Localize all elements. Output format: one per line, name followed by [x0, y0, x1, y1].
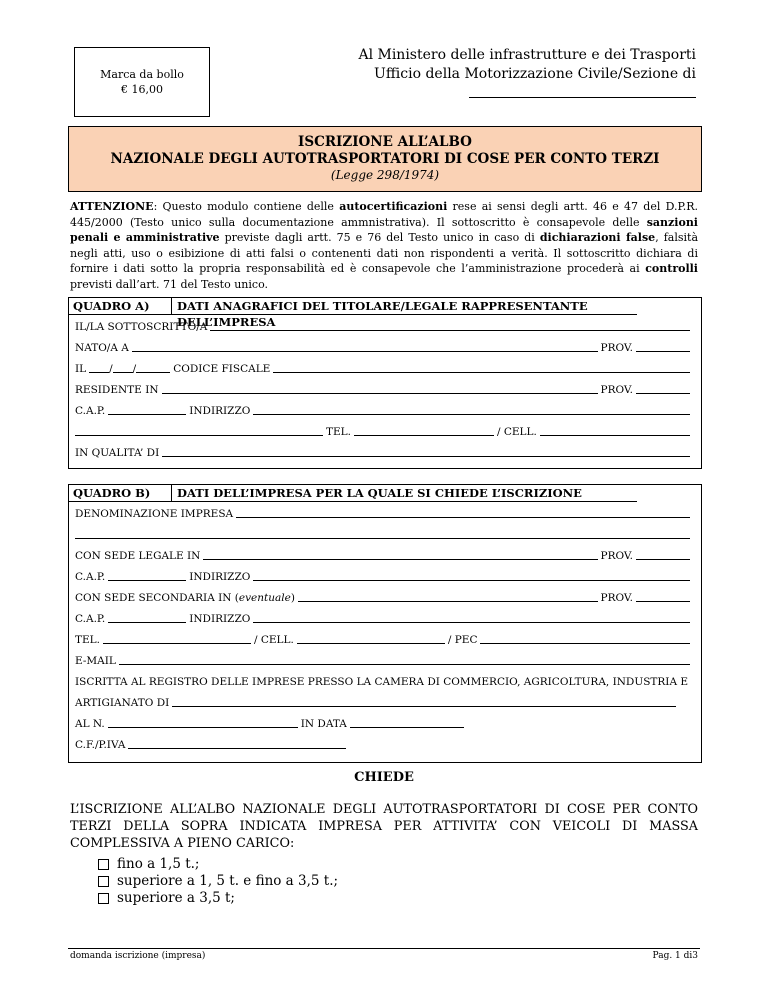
company-mobile-input[interactable] — [297, 643, 445, 644]
residence-input[interactable] — [162, 393, 598, 394]
field-label: CON SEDE LEGALE IN — [75, 550, 201, 562]
field-label: INDIRIZZO — [189, 613, 251, 625]
attention-bold: sanzioni penali e amministrative — [70, 215, 698, 245]
legal-cap-input[interactable] — [108, 580, 186, 581]
field-label: C.F./P.IVA — [75, 739, 126, 751]
field-label: PROV. — [600, 592, 633, 604]
chamber-of-commerce-input[interactable] — [172, 706, 676, 707]
field-label: / — [132, 363, 137, 375]
checkbox[interactable] — [98, 876, 109, 887]
secondary-cap-input[interactable] — [108, 622, 186, 623]
field-label: AL N. — [75, 718, 105, 730]
field-row — [75, 341, 693, 355]
field-row — [75, 549, 693, 563]
form-title-line-2: NAZIONALE DEGLI AUTOTRASPORTATORI DI COSE PER CONTO TERZI — [110, 151, 660, 167]
field-row — [75, 654, 693, 668]
secondary-seat-input[interactable] — [298, 601, 598, 602]
mass-options — [98, 856, 338, 907]
pec-input[interactable] — [480, 643, 690, 644]
option-label: fino a 1,5 t.; — [117, 856, 200, 872]
field-label: / PEC — [447, 634, 478, 646]
registry-number-input[interactable] — [108, 727, 298, 728]
phone-input[interactable] — [354, 435, 494, 436]
field-label — [75, 591, 295, 605]
attention-label: ATTENZIONE — [70, 200, 154, 213]
field-row — [75, 633, 693, 647]
field-label: CON SEDE SECONDARIA IN ( — [75, 592, 239, 604]
checkbox[interactable] — [98, 859, 109, 870]
field-label: ) — [290, 592, 295, 604]
option-label: superiore a 1, 5 t. e fino a 3,5 t.; — [117, 873, 339, 889]
office-location-field[interactable] — [469, 97, 696, 98]
field-label: RESIDENTE IN — [75, 384, 159, 396]
quadro-b-section — [68, 484, 702, 763]
quadro-b-title: DATI DELL’IMPRESA PER LA QUALE SI CHIEDE L’ISCRIZIONE — [172, 485, 637, 502]
field-label: NATO/A A — [75, 342, 129, 354]
field-row — [75, 320, 693, 334]
attention-text: previsti dall’art. 71 del Testo unico. — [70, 277, 268, 291]
option-up-to-1-5t[interactable] — [98, 856, 338, 873]
quadro-a-label: QUADRO A) — [69, 298, 172, 315]
legal-address-input[interactable] — [253, 580, 690, 581]
vat-number-input[interactable] — [128, 748, 346, 749]
email-input[interactable] — [119, 664, 690, 665]
field-label: / CELL. — [253, 634, 294, 646]
secondary-address-input[interactable] — [253, 622, 690, 623]
cap-input[interactable] — [108, 414, 186, 415]
address-input[interactable] — [253, 414, 690, 415]
field-label: INDIRIZZO — [189, 405, 251, 417]
residence-province-input[interactable] — [636, 393, 690, 394]
legal-seat-input[interactable] — [203, 559, 597, 560]
field-row — [75, 446, 693, 460]
option-label: superiore a 3,5 t; — [117, 890, 235, 906]
form-title-line-1: ISCRIZIONE ALL’ALBO — [298, 134, 472, 150]
field-label: CODICE FISCALE — [173, 363, 271, 375]
field-row — [75, 696, 679, 710]
field-label: / CELL. — [496, 426, 537, 438]
field-label: ISCRITTA AL REGISTRO DELLE IMPRESE PRESSO LA CAMERA DI COMMERCIO, AGRICOLTURA, INDUSTRIA E — [75, 676, 689, 688]
addressee-line-2: Ufficio della Motorizzazione Civile/Sezione di — [374, 66, 696, 82]
field-row — [75, 507, 693, 521]
option-over-3-5t[interactable] — [98, 890, 338, 907]
field-row — [75, 528, 693, 542]
field-label: DENOMINAZIONE IMPRESA — [75, 508, 234, 520]
field-row — [75, 675, 693, 689]
field-label: / — [109, 363, 113, 375]
attention-bold: controlli — [645, 262, 698, 276]
quadro-b-label: QUADRO B) — [69, 485, 172, 502]
birthplace-input[interactable] — [132, 351, 598, 352]
field-label: PROV. — [600, 384, 633, 396]
legal-seat-province-input[interactable] — [636, 559, 690, 560]
field-row — [75, 570, 693, 584]
field-label: IN QUALITA’ DI — [75, 447, 160, 459]
footer-page-number: Pag. 1 di3 — [652, 951, 698, 961]
field-label: INDIRIZZO — [189, 571, 251, 583]
attention-text: , falsità negli atti, uso o esibizione di atti falsi o contenenti dati non rispondenti a verità. Il sottoscritto dichiara di fornire i dati sotto la propria responsabilità ed è consapevole che l’amministrazione procederà ai — [70, 231, 699, 276]
law-reference: (Legge 298/1974) — [330, 168, 440, 182]
addressee-line-1: Al Ministero delle infrastrutture e dei Trasporti — [358, 47, 696, 63]
field-label: TEL. — [75, 634, 100, 646]
quadro-a-section — [68, 297, 702, 469]
field-row — [75, 738, 693, 752]
attention-bold: autocertificazioni — [339, 200, 448, 213]
checkbox[interactable] — [98, 893, 109, 904]
field-row — [75, 717, 693, 731]
field-row — [75, 383, 693, 397]
field-row — [75, 612, 693, 626]
field-label: C.A.P. — [75, 613, 106, 625]
field-label: ARTIGIANATO DI — [75, 697, 170, 709]
birth-month-input[interactable] — [113, 372, 133, 373]
field-label: PROV. — [600, 342, 633, 354]
field-label: IN DATA — [300, 718, 347, 730]
stamp-label: Marca da bollo — [100, 68, 184, 81]
field-row — [75, 404, 693, 418]
request-heading: CHIEDE — [354, 770, 414, 785]
option-1-5t-to-3-5t[interactable] — [98, 873, 338, 890]
role-input[interactable] — [162, 456, 690, 457]
attention-notice — [70, 199, 698, 293]
field-label: IL/LA SOTTOSCRITTO/A — [75, 321, 208, 333]
secondary-seat-province-input[interactable] — [636, 601, 690, 602]
footer-divider — [68, 948, 700, 949]
field-label: C.A.P. — [75, 405, 106, 417]
footer-doc-name: domanda iscrizione (impresa) — [70, 951, 206, 961]
attention-text: : Questo modulo contiene delle — [153, 200, 340, 213]
company-name-continued-input[interactable] — [75, 538, 690, 539]
revenue-stamp-box — [74, 47, 210, 117]
birth-province-input[interactable] — [636, 351, 690, 352]
request-text: L’ISCRIZIONE ALL’ALBO NAZIONALE DEGLI AUTOTRASPORTATORI DI COSE PER CONTO TERZI DELLA SOPRA INDICATA IMPRESA PER ATTIVITA’ CON VEICOLI DI MASSA COMPLESSIVA A PIENO CARICO: — [70, 802, 698, 851]
registry-date-input[interactable] — [350, 727, 464, 728]
company-name-input[interactable] — [236, 517, 690, 518]
field-row — [75, 362, 693, 376]
stamp-amount: € 16,00 — [121, 83, 163, 96]
company-phone-input[interactable] — [103, 643, 251, 644]
codice-fiscale-input[interactable] — [273, 372, 690, 373]
form-title-banner — [68, 126, 702, 192]
birth-day-input[interactable] — [89, 372, 109, 373]
field-label: C.A.P. — [75, 571, 106, 583]
attention-text: previste dagli artt. 75 e 76 del Testo unico in caso di — [219, 231, 540, 245]
field-row — [75, 425, 693, 439]
addressee — [336, 46, 696, 84]
sottoscritto-input[interactable] — [210, 330, 690, 331]
mobile-input[interactable] — [540, 435, 690, 436]
field-row — [75, 591, 693, 605]
field-label: E-MAIL — [75, 655, 116, 667]
optional-note: eventuale — [238, 592, 291, 604]
field-label: TEL. — [326, 426, 351, 438]
field-label: IL — [75, 363, 87, 375]
address-continued-input[interactable] — [75, 435, 323, 436]
quadro-a-title: DATI ANAGRAFICI DEL TITOLARE/LEGALE RAPPRESENTANTE DELL’IMPRESA — [172, 298, 637, 315]
field-label: PROV. — [600, 550, 633, 562]
attention-text: rese ai sensi degli artt. 46 e 47 del D.P.R. 445/2000 (Testo unico sulla documentazione ammnistrativa). Il sottoscritto è consapevole delle — [70, 200, 698, 229]
attention-bold: dichiarazioni false — [539, 231, 656, 245]
birth-year-input[interactable] — [136, 372, 170, 373]
